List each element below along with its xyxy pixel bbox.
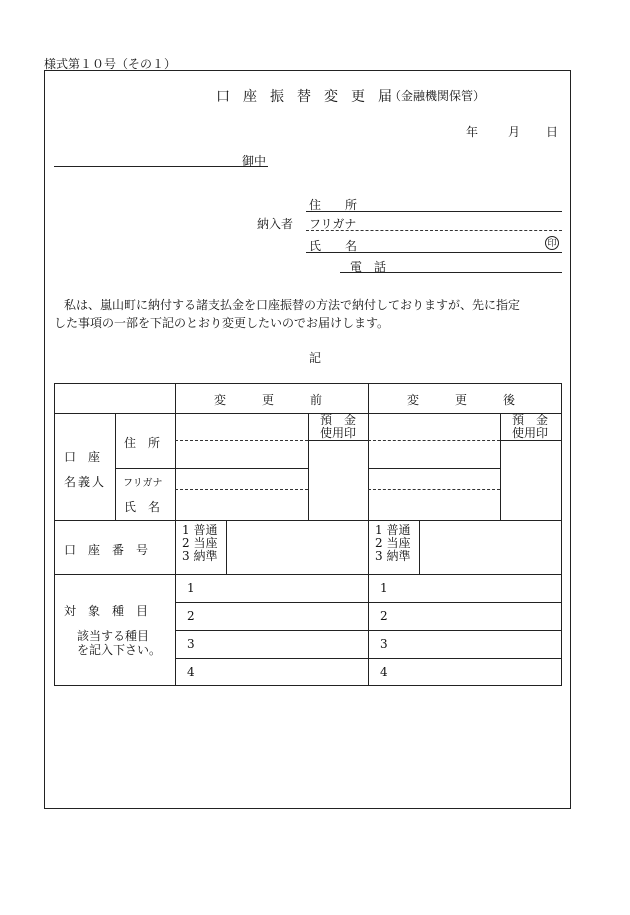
addressee-label: 御中 <box>242 154 267 168</box>
table-divider <box>175 440 308 441</box>
before-account-number-cell[interactable] <box>228 522 367 572</box>
body-text-line-1: 私は、嵐山町に納付する諸支払金を口座振替の方法で納付しておりますが、先に指定 <box>64 298 521 312</box>
payer-label: 納入者 <box>257 217 294 231</box>
after-item-number-4[interactable]: 4 <box>380 665 388 679</box>
before-item-number-3[interactable]: 3 <box>187 637 195 651</box>
after-account-type-2[interactable]: 2 当座 <box>375 536 411 550</box>
after-account-number-cell[interactable] <box>421 522 560 572</box>
payer-furigana-label: フリガナ <box>309 217 357 231</box>
target-note-2: を記入下さい。 <box>77 643 162 657</box>
table-divider <box>54 520 562 521</box>
seal-label-before-1: 預 金 <box>320 413 357 427</box>
table-divider <box>175 383 176 686</box>
holder-name-label: 氏 名 <box>124 500 161 514</box>
after-item-number-1[interactable]: 1 <box>380 581 388 595</box>
date-year-label: 年 <box>466 125 479 139</box>
account-number-label: 口 座 番 号 <box>64 543 149 557</box>
holder-furigana-label: フリガナ <box>123 478 163 489</box>
table-divider <box>226 520 227 574</box>
target-label: 対 象 種 目 <box>64 604 149 618</box>
holder-label-2: 名義人 <box>64 475 107 489</box>
after-item-number-3[interactable]: 3 <box>380 637 388 651</box>
seal-label-after-1: 預 金 <box>512 413 549 427</box>
before-item-number-2[interactable]: 2 <box>187 609 195 623</box>
before-account-type-2[interactable]: 2 当座 <box>182 536 218 550</box>
after-header: 変 更 後 <box>407 393 516 407</box>
holder-label-1: 口 座 <box>64 450 101 464</box>
payer-name-line[interactable] <box>306 252 562 253</box>
table-divider <box>175 630 562 631</box>
before-account-type-3[interactable]: 3 納準 <box>182 549 218 563</box>
after-account-type-1[interactable]: 1 普通 <box>375 523 411 537</box>
payer-address-label: 住 所 <box>309 198 358 212</box>
date-day-label: 日 <box>546 125 559 139</box>
table-divider <box>500 440 562 441</box>
date-month-label: 月 <box>508 125 521 139</box>
holder-address-label: 住 所 <box>124 436 161 450</box>
ki-label: 記 <box>309 351 322 365</box>
before-seal-cell[interactable] <box>310 442 367 518</box>
table-divider <box>115 468 308 469</box>
payer-phone-label: 電 話 <box>350 260 387 274</box>
form-title: 口座振替変更届 <box>216 89 405 105</box>
before-account-type-1[interactable]: 1 普通 <box>182 523 218 537</box>
table-divider <box>308 440 369 441</box>
before-name-cell[interactable] <box>177 490 307 518</box>
table-divider <box>368 440 500 441</box>
table-divider <box>419 520 420 574</box>
table-divider <box>54 413 562 414</box>
before-item-number-4[interactable]: 4 <box>187 665 195 679</box>
payer-address-line[interactable] <box>306 211 562 212</box>
addressee-line[interactable] <box>54 166 268 167</box>
seal-label-after-2: 使用印 <box>512 426 549 440</box>
table-divider <box>368 468 500 469</box>
after-item-number-2[interactable]: 2 <box>380 609 388 623</box>
table-divider <box>500 413 501 520</box>
after-address-cell[interactable] <box>370 415 499 439</box>
table-divider <box>115 413 116 520</box>
body-text-line-2: した事項の一部を下記のとおり変更したいのでお届けします。 <box>54 316 390 330</box>
target-note-1: 該当する種目 <box>77 629 150 643</box>
payer-furigana-line[interactable] <box>306 230 562 231</box>
table-divider <box>368 383 369 686</box>
form-number: 様式第１０号（その１） <box>44 57 177 71</box>
before-header: 変 更 前 <box>214 393 323 407</box>
table-divider <box>54 574 562 575</box>
seal-mark-icon: 印 <box>545 236 559 250</box>
after-seal-cell[interactable] <box>502 442 560 518</box>
form-subtitle: （金融機関保管） <box>389 89 486 103</box>
before-item-number-1[interactable]: 1 <box>187 581 195 595</box>
table-divider <box>175 658 562 659</box>
table-divider <box>308 413 309 520</box>
payer-name-label: 氏 名 <box>309 239 358 253</box>
seal-label-before-2: 使用印 <box>320 426 357 440</box>
before-address-cell[interactable] <box>177 415 307 439</box>
after-account-type-3[interactable]: 3 納準 <box>375 549 411 563</box>
table-divider <box>175 602 562 603</box>
payer-phone-line[interactable] <box>340 272 562 273</box>
after-name-cell[interactable] <box>370 490 499 518</box>
